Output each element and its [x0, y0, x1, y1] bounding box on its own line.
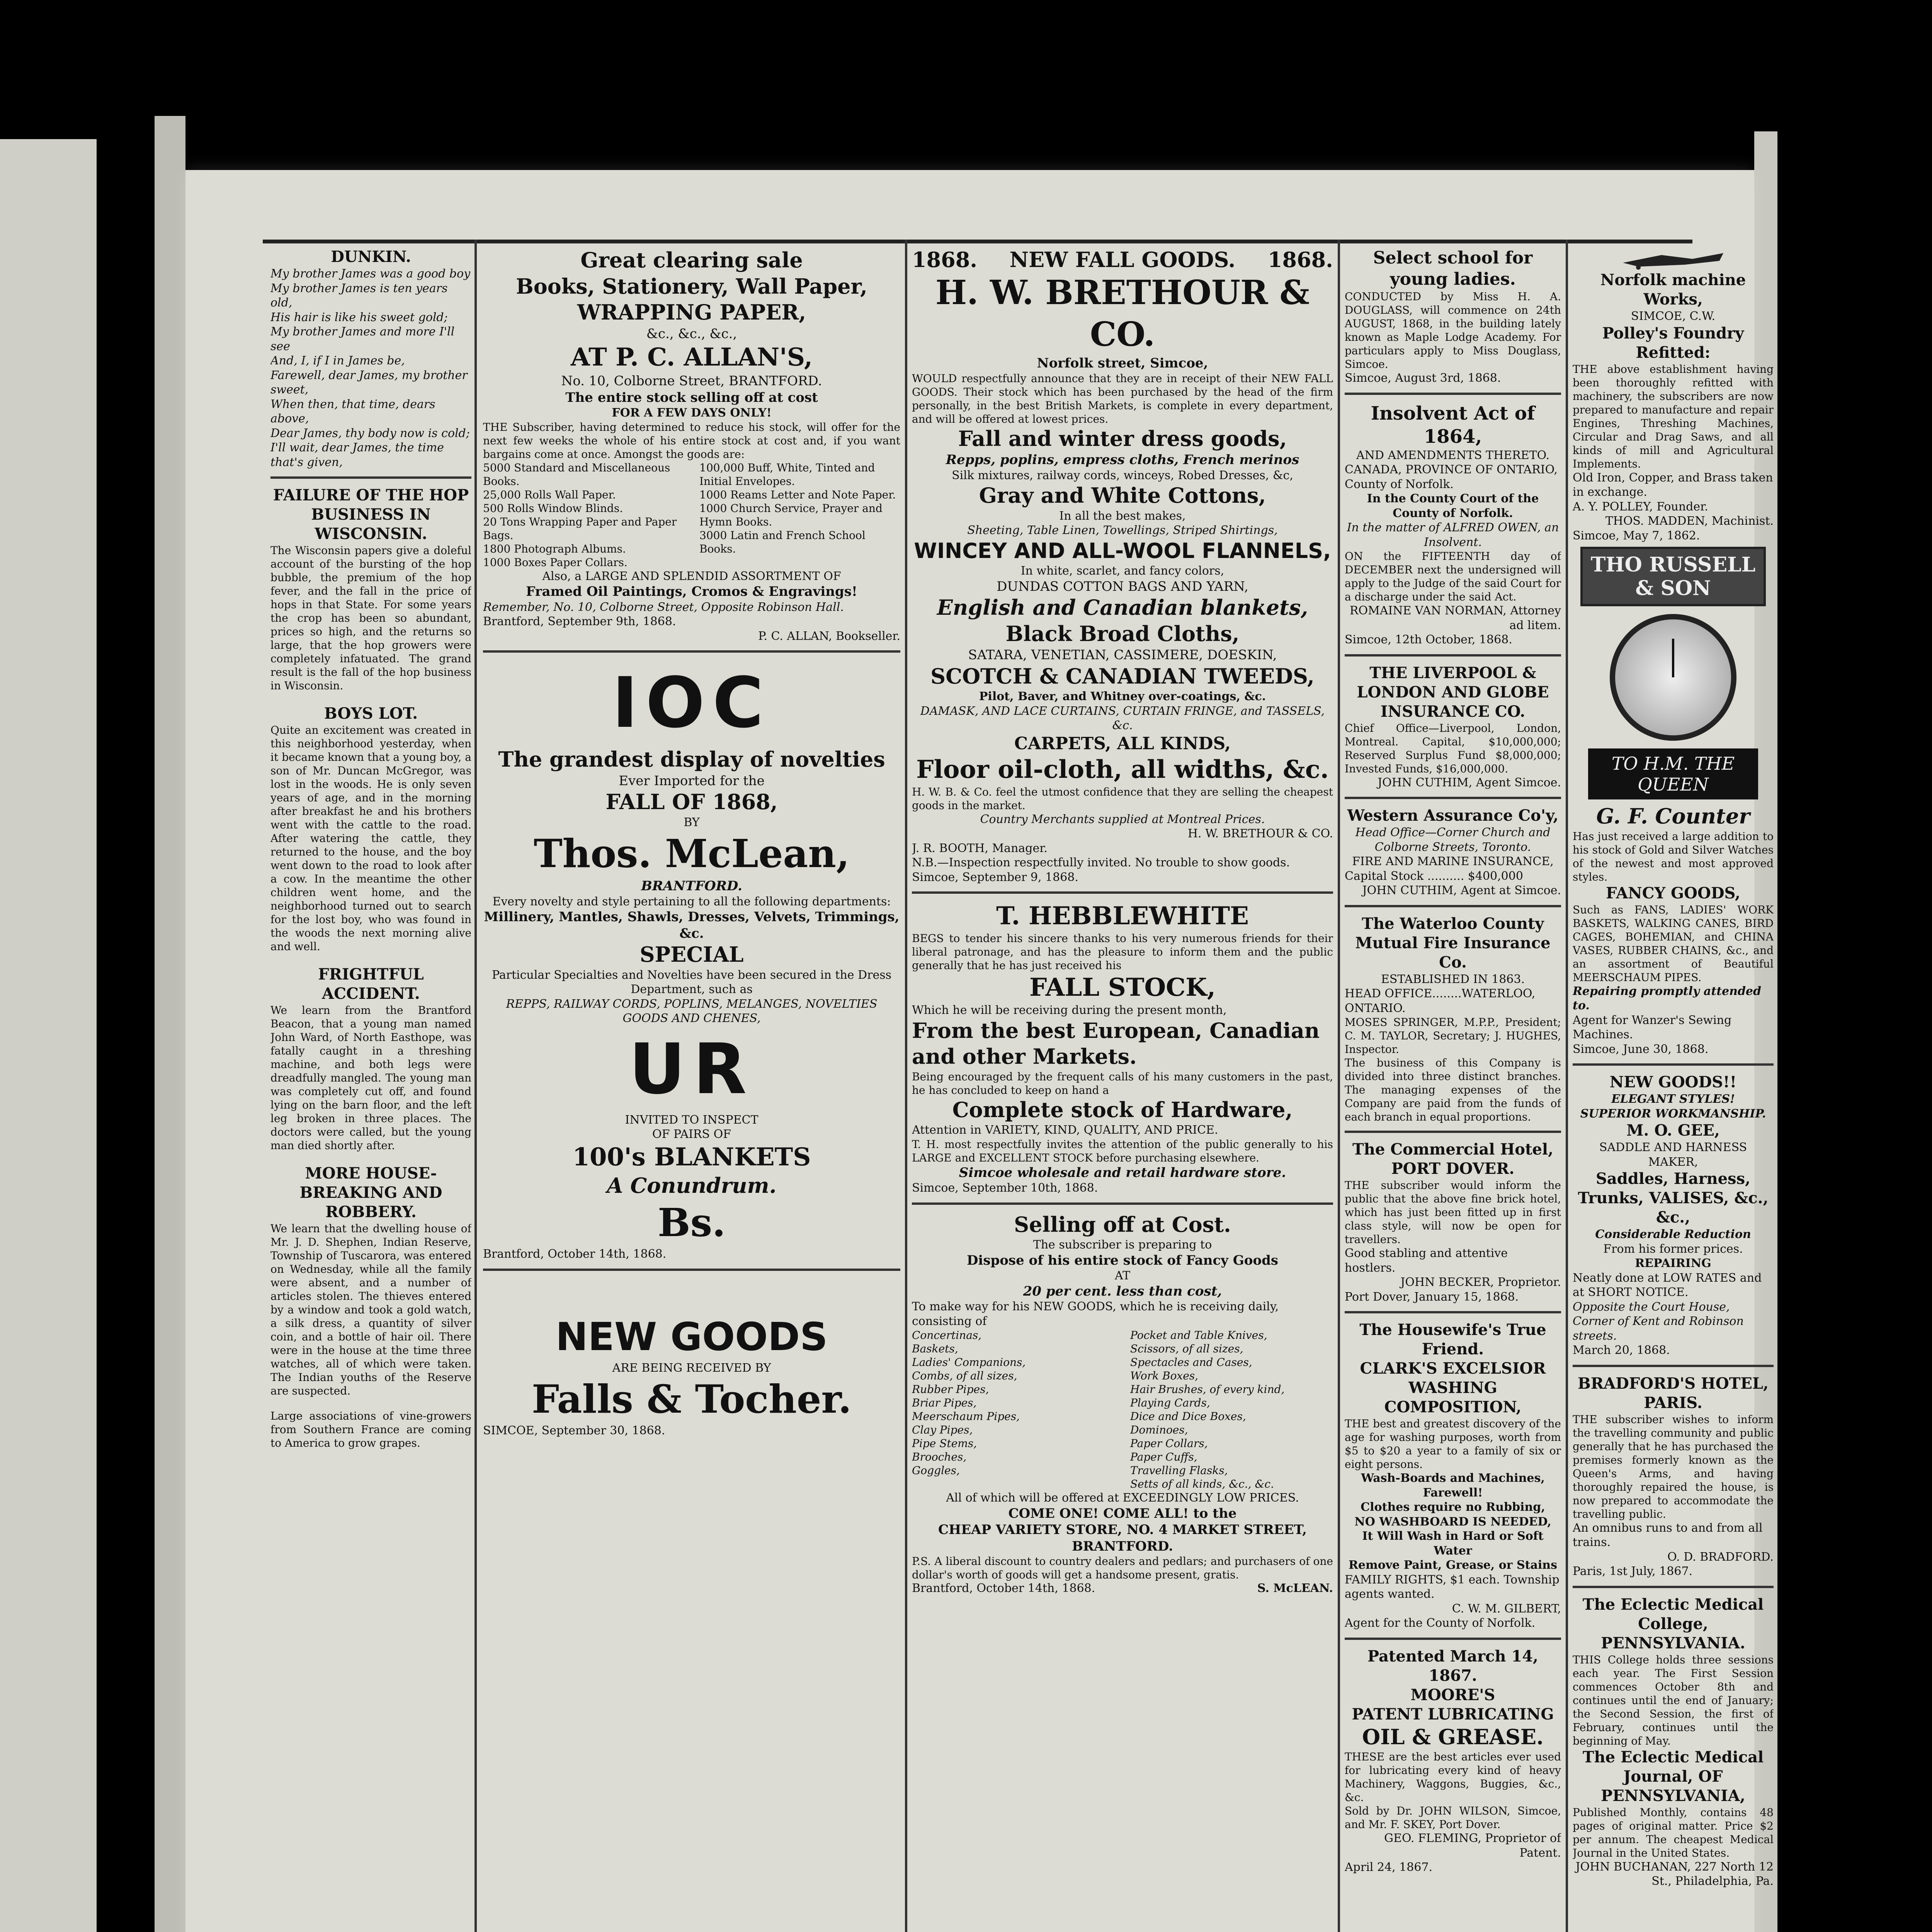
ad-text: INVITED TO INSPECT [625, 1113, 759, 1127]
ad-address: Norfolk street, Simcoe, [1037, 355, 1208, 371]
ad-headline: NEW GOODS!! [1609, 1073, 1737, 1091]
ad-body: Has just received a large addition to his stock of Gold and Silver Watches of the newest and most approved styles. [1573, 830, 1774, 883]
ad-text: SADDLE AND HARNESS MAKER, [1599, 1141, 1747, 1169]
list-item: Combs, of all sizes, [912, 1369, 1017, 1382]
ad-text: The entire stock selling off at cost [565, 389, 818, 405]
ad-text: Also, a LARGE AND SPLENDID ASSORTMENT OF [542, 569, 841, 583]
legal-text: AND AMENDMENTS THERETO. [1356, 448, 1549, 462]
ad-item-list [483, 461, 900, 569]
divider [912, 1202, 1333, 1205]
ad-headline: A Conundrum. [607, 1173, 777, 1198]
ad-text: &c., &c., &c., [646, 326, 737, 342]
list-item: Pocket and Table Knives, [1130, 1329, 1267, 1342]
page-binding-strip [155, 116, 185, 1932]
ad-year: 1868. [912, 247, 978, 272]
column-2 [483, 247, 900, 1438]
ad-text: FOR A FEW DAYS ONLY! [612, 406, 772, 420]
ad-body: P.S. A liberal discount to country dealers and pedlars; and purchasers of one dollar's worth of goods will get a handsome present, gratis. [912, 1555, 1333, 1581]
list-item: Paper Cuffs, [1130, 1451, 1197, 1463]
list-item: Ladies' Companions, [912, 1356, 1026, 1369]
list-item: Spectacles and Cases, [1130, 1356, 1252, 1369]
ad-signature: GEO. FLEMING, Proprietor of Patent. [1384, 1832, 1561, 1860]
newspaper-page [185, 170, 1774, 1932]
ad-date: Brantford, October 14th, 1868. [483, 1247, 667, 1261]
ad-text: Sheeting, Table Linen, Towellings, Striped Shirtings, [967, 524, 1278, 537]
ad-headline: Western Assurance Co'y, [1347, 806, 1559, 825]
ad-text: OF PAIRS OF [652, 1128, 731, 1141]
list-item: 3000 Latin and French School Books. [699, 529, 866, 555]
ad-body: Chief Office—Liverpool, London, Montreal. Capital, $10,000,000; Reserved Surplus Fund $8,000,000; Invested Funds, $16,000,000. [1345, 721, 1561, 775]
legal-text: In the matter of ALFRED OWEN, an Insolvent. [1347, 521, 1559, 549]
ad-text: Dispose of his entire stock of Fancy Goods [966, 1252, 1279, 1268]
ad-signature: JOHN BECKER, Proprietor. [1400, 1276, 1561, 1289]
list-item: Dominoes, [1130, 1423, 1188, 1436]
ad-text: Remove Paint, Grease, or Stains [1348, 1558, 1557, 1572]
poem-line: I'll wait, dear James, the time that's given, [270, 441, 444, 469]
ad-text: Agent for Wanzer's Sewing Machines. [1573, 1013, 1732, 1041]
ad-date: Simcoe, August 3rd, 1868. [1345, 371, 1501, 385]
article-body: The Wisconsin papers give a doleful account of the bursting of the hop bubble, the premium of the hop fever, and the fall in the price of hops in that State. For some years the crop has been so abundant, prices so high, and the returns so large, that the hop growers were completely infatuated. The grand result is the fall of the hop business in Wisconsin. [270, 544, 471, 692]
poem-line: My brother James is ten years old, [270, 281, 448, 310]
ad-headline: Selling off at Cost. [1014, 1212, 1231, 1237]
ad-text: BY [684, 815, 700, 829]
ad-subhead: The Eclectic Medical Journal, OF PENNSYLVANIA, [1582, 1748, 1764, 1805]
ad-text: N.B.—Inspection respectfully invited. No trouble to show goods. [912, 856, 1290, 869]
ad-text: ELEGANT STYLES! [1611, 1092, 1735, 1106]
ad-text: Particular Specialties and Novelties have been secured in the Dress Department, such as [492, 968, 891, 996]
list-item: 1800 Photograph Albums. [483, 542, 626, 555]
ad-text: SUPERIOR WORKMANSHIP. [1580, 1107, 1766, 1121]
ad-body: T. H. most respectfully invites the attention of the public generally to his LARGE and EXCELLENT STOCK before purchasing elsewhere. [912, 1138, 1333, 1164]
ad-text: Neatly done at LOW RATES and at SHORT NOTICE. [1573, 1271, 1762, 1299]
list-item: Briar Pipes, [912, 1396, 977, 1409]
ad-text: Good stabling and attentive hostlers. [1345, 1247, 1508, 1275]
ad-headline: NEW GOODS [555, 1314, 828, 1359]
ad-text: Wash-Boards and Machines, Farewell! [1361, 1471, 1545, 1500]
divider [912, 891, 1333, 894]
ad-subhead: FALL STOCK, [1029, 973, 1216, 1002]
ad-text: Country Merchants supplied at Montreal Prices. [980, 812, 1265, 826]
column-rule [1566, 240, 1568, 1932]
list-item: Pipe Stems, [912, 1437, 977, 1450]
ad-date: Port Dover, January 15, 1868. [1345, 1290, 1519, 1304]
ad-store-name: AT P. C. ALLAN'S, [570, 343, 813, 372]
ad-headline: The Commercial Hotel, PORT DOVER. [1352, 1140, 1554, 1178]
ad-text: An omnibus runs to and from all trains. [1573, 1521, 1763, 1549]
divider [1573, 1365, 1774, 1367]
fancy-goods-list [912, 1328, 1333, 1491]
ad-town: BRANTFORD. [641, 878, 742, 894]
poem-title: DUNKIN. [331, 248, 411, 266]
legal-text: CANADA, PROVINCE OF ONTARIO, County of Norfolk. [1345, 463, 1558, 491]
ad-body: The business of this Company is divided into three distinct branches. The managing expenses of the Company are paid from the funds of each branch in equal proportions. [1345, 1056, 1561, 1123]
ad-header-row [912, 247, 1333, 272]
article-title: MORE HOUSE-BREAKING AND ROBBERY. [299, 1164, 442, 1221]
ad-signature: JOHN CUTHIM, Agent at Simcoe. [1362, 884, 1561, 897]
legal-signature: ROMAINE VAN NORMAN, Attorney ad litem. [1349, 604, 1561, 632]
ad-text: Silk mixtures, railway cords, winceys, Robed Dresses, &c, [952, 468, 1293, 482]
list-item: 500 Rolls Window Blinds. [483, 502, 623, 515]
article-body: We learn from the Brantford Beacon, that a young man named John Ward, of North Easthope, was fatally caught in a threshing machine, and both legs were dreadfully mangled. The young man was completely cut off, and found lying on the barn floor, and the left leg broken in three places. The doctors were called, but the young man died shortly after. [270, 1004, 471, 1152]
ad-headline: The Housewife's True Friend. [1359, 1321, 1546, 1358]
ad-text: ARE BEING RECEIVED BY [612, 1361, 771, 1375]
ad-text: SATARA, VENETIAN, CASSIMERE, DOESKIN, [968, 647, 1277, 663]
list-item: Rubber Pipes, [912, 1383, 989, 1396]
ad-subhead: Gray and White Cottons, [979, 483, 1266, 508]
article-body: Quite an excitement was created in this neighborhood yesterday, when it became known that a young boy, a son of Mr. Duncan McGregor, was lost in the woods. He is only seven years of age, and in the morning after breakfast he and his brothers went with the cattle to the road. After watering the cattle, they returned to the house, and the boy went down to the road to look after a cow. In the meantime the other children went home, and the neighborhood turned out to search for the lost boy, who was found in the woods the next morning alive and well. [270, 724, 471, 953]
ad-merchant-name: G. F. Counter [1596, 804, 1750, 828]
list-item: Goggles, [912, 1464, 960, 1477]
divider [270, 476, 471, 479]
ad-text: J. R. BOOTH, Manager. [912, 841, 1048, 855]
list-item: 1000 Boxes Paper Collars. [483, 556, 628, 569]
column-3 [912, 247, 1333, 1595]
column-1 [270, 247, 471, 1450]
ad-merchant-name: Thos. McLean, [534, 831, 850, 876]
ad-signature: A. Y. POLLEY, Founder. [1573, 500, 1708, 514]
ad-merchant-name: H. W. BRETHOUR & CO. [935, 273, 1310, 354]
list-item: 5000 Standard and Miscellaneous Books. [483, 461, 670, 488]
ad-text: All of which will be offered at EXCEEDINGLY LOW PRICES. [946, 1491, 1299, 1505]
ad-headline: Select school for young ladies. [1373, 248, 1533, 289]
poem-line: My brother James and more I'll see [270, 325, 455, 353]
ad-text: Considerable Reduction [1595, 1228, 1751, 1241]
ad-text: From his former prices. [1603, 1242, 1743, 1256]
ad-text: Millinery, Mantles, Shawls, Dresses, Velvets, Trimmings, &c. [484, 909, 900, 941]
list-item: Travelling Flasks, [1130, 1464, 1228, 1477]
ad-date: Simcoe, May 7, 1862. [1573, 529, 1700, 543]
top-rule [263, 240, 1692, 243]
poem-line: His hair is like his sweet gold; [270, 310, 448, 324]
ad-body: THIS College holds three sessions each year. The First Session commences October 8th and continues until the end of January; the Second Session, the first of February, continues until the beginning of May. [1573, 1653, 1774, 1747]
ad-headline: Norfolk machine Works, [1600, 271, 1746, 308]
ad-text: REPPS, RAILWAY CORDS, POPLINS, MELANGES, NOVELTIES GOODS AND CHENES, [506, 997, 878, 1025]
ad-text: REPAIRING [1635, 1257, 1711, 1270]
ad-text: Head Office—Corner Church and Colborne Streets, Toronto. [1355, 826, 1551, 854]
divider [483, 1269, 900, 1271]
ad-display-letters: IOC [612, 663, 772, 743]
ad-headline: NEW FALL GOODS. [1009, 247, 1236, 272]
ad-body: Such as FANS, LADIES' WORK BASKETS, WALKING CANES, BIRD CAGES, BOHEMIAN, and CHINA VASES, RUBBER CHAINS, &c., and an assortment of Beautiful MEERSCHAUM PIPES. [1573, 903, 1774, 984]
legal-body: ON the FIFTEENTH day of DECEMBER next the undersigned will apply to the Judge of the said Court for a discharge under the said Act. [1345, 550, 1561, 603]
ad-address: No. 10, Colborne Street, BRANTFORD. [561, 373, 822, 389]
ad-body: THE above establishment having been thoroughly refitted with machinery, the subscribers are now prepared to manufacture and repair Engines, Threshing Machines, Circular and Drag Saws, and all kinds of mill and Agricultural Implements. [1573, 362, 1774, 470]
ad-headline: Great clearing sale [580, 248, 803, 272]
ad-merchant-name: M. O. GEE, [1626, 1121, 1720, 1139]
ad-headline: BRADFORD'S HOTEL, PARIS. [1578, 1374, 1769, 1412]
ad-subhead: SCOTCH & CANADIAN TWEEDS, [930, 663, 1315, 689]
ad-headline: THE LIVERPOOL & LONDON AND GLOBE INSURANCE CO. [1357, 663, 1549, 721]
ad-subhead: CLARK'S EXCELSIOR WASHING COMPOSITION, [1360, 1359, 1546, 1416]
list-item: Work Boxes, [1130, 1369, 1199, 1382]
list-item: 1000 Church Service, Prayer and Hymn Books. [699, 502, 883, 528]
ad-headline: The Eclectic Medical College, [1582, 1595, 1764, 1633]
ad-display-letters: Bs. [658, 1200, 726, 1245]
ad-body: THE subscriber wishes to inform the travelling community and public generally that he has purchased the premises formerly known as the Queen's Arms, and having thoroughly repaired the house, is now prepared to accommodate the travelling public. [1573, 1413, 1774, 1520]
list-item: Playing Cards, [1130, 1396, 1210, 1409]
ad-body: Published Monthly, contains 48 pages of original matter. Price $2 per annum. The cheapest Medical Journal in the United States. [1573, 1806, 1774, 1859]
ad-text: To make way for his NEW GOODS, which he is receiving daily, consisting of [912, 1300, 1279, 1328]
adjacent-page-left-edge [0, 139, 97, 1932]
divider [1345, 797, 1561, 799]
ad-text: Repps, poplins, empress cloths, French merinos [946, 452, 1299, 468]
ad-subhead: MOORE'S [1410, 1685, 1495, 1704]
ad-date: March 20, 1868. [1573, 1344, 1670, 1357]
news-brief: Large associations of vine-growers from Southern France are coming to America to grow grapes. [270, 1410, 471, 1449]
ad-signature: O. D. BRADFORD. [1667, 1550, 1774, 1564]
ad-year: 1868. [1267, 247, 1333, 272]
ad-text: Repairing promptly attended to. [1573, 984, 1761, 1012]
list-item: Concertinas, [912, 1329, 982, 1342]
ad-body: BEGS to tender his sincere thanks to his very numerous friends for their liberal patronage, and has the pleasure to inform them and the public generally that he has just received his [912, 932, 1333, 972]
divider [1345, 393, 1561, 395]
ad-text: FAMILY RIGHTS, $1 each. Township agents wanted. [1345, 1573, 1560, 1601]
ad-subhead: PENNSYLVANIA. [1601, 1634, 1745, 1652]
divider [1345, 1131, 1561, 1133]
ad-subhead: Fall and winter dress goods, [958, 426, 1287, 451]
ad-text: FIRE AND MARINE INSURANCE, [1352, 855, 1554, 868]
poem-line: Farewell, dear James, my brother sweet, [270, 368, 468, 396]
list-item: Dice and Dice Boxes, [1130, 1410, 1246, 1423]
list-item: Paper Collars, [1130, 1437, 1208, 1450]
article-title: BOYS LOT. [324, 704, 418, 723]
ad-body: THESE are the best articles ever used for lubricating every kind of heavy Machinery, Waggons, Buggies, &c., &c. [1345, 1750, 1561, 1804]
list-item: 1000 Reams Letter and Note Paper. [699, 488, 896, 501]
ad-subhead: Floor oil-cloth, all widths, &c. [916, 755, 1329, 784]
ad-text: The subscriber is preparing to [1033, 1238, 1212, 1252]
ad-text: Every novelty and style pertaining to all the following departments: [492, 895, 891, 908]
article-body: We learn that the dwelling house of Mr. J. D. Shephen, Indian Reserve, Township of Tuscarora, was entered on Wednesday, while all the family were absent, and a number of articles stolen. The thieves entered by a window and took a gold watch, a silk dress, a quantity of silver coin, and a bottle of hair oil. There were in the house at the time three watches, all of which were taken. The Indian youths of the Reserve are suspected. [270, 1222, 471, 1397]
list-item: Hair Brushes, of every kind, [1130, 1383, 1285, 1396]
poem-line: When then, that time, dears above, [270, 397, 435, 425]
ad-text: DAMASK, AND LACE CURTAINS, CURTAIN FRINGE, and TASSELS, &c. [920, 704, 1325, 732]
ad-body: THE best and greatest discovery of the age for washing purposes, worth from $5 to $20 a year to a family of six or eight persons. [1345, 1417, 1561, 1471]
article-title: FRIGHTFUL ACCIDENT. [318, 965, 424, 1003]
divider [1573, 1586, 1774, 1588]
royal-warrant-banner: TO H.M. THE QUEEN [1588, 748, 1758, 799]
ad-text: Pilot, Baver, and Whitney over-coatings, &c. [979, 690, 1266, 703]
ad-body: CONDUCTED by Miss H. A. DOUGLASS, will commence on 24th AUGUST, 1868, in the building lately known as Maple Lodge Academy. For particulars apply to Miss Douglass, Simcoe. [1345, 290, 1561, 371]
ad-text: CHEAP VARIETY STORE, NO. 4 MARKET STREET, BRANTFORD. [938, 1522, 1307, 1554]
ad-signature: JOHN BUCHANAN, 227 North 12 St., Philadelphia, Pa. [1575, 1860, 1774, 1888]
ad-subhead: Framed Oil Paintings, Cromos & Engravings! [526, 584, 857, 599]
ad-signature: P. C. ALLAN, Bookseller. [758, 629, 900, 643]
list-item: Setts of all kinds, &c., &c. [1130, 1478, 1274, 1490]
ad-signature: C. W. M. GILBERT, [1452, 1602, 1561, 1616]
ad-signature: H. W. BRETHOUR & CO. [1187, 827, 1333, 840]
ad-headline: Patented March 14, 1867. [1367, 1647, 1538, 1685]
ad-headline: The Waterloo County Mutual Fire Insurance Co. [1355, 914, 1551, 971]
ad-text: Opposite the Court House, Corner of Kent and Robinson streets. [1573, 1300, 1744, 1343]
divider [1573, 1063, 1774, 1066]
ad-subhead: Black Broad Cloths, [1005, 621, 1240, 646]
ad-subhead: WINCEY AND ALL-WOOL FLANNELS, [914, 538, 1331, 563]
ad-text: DUNDAS COTTON BAGS AND YARN, [997, 578, 1248, 594]
legal-text: In the County Court of the County of Norfolk. [1367, 492, 1539, 520]
poem-line: And, I, if I in James be, [270, 354, 405, 367]
divider [1345, 1638, 1561, 1640]
ad-text: Remember, No. 10, Colborne Street, Opposite Robinson Hall. [483, 600, 844, 614]
ad-text: In white, scarlet, and fancy colors, [1020, 564, 1225, 578]
ad-date: Brantford, October 14th, 1868. [912, 1582, 1095, 1595]
divider [1345, 1311, 1561, 1313]
ad-subhead: From the best European, Canadian and other Markets. [912, 1018, 1320, 1069]
ad-subhead: OIL & GREASE. [1362, 1724, 1544, 1749]
poem-line: My brother James was a good boy [270, 267, 471, 281]
divider [1345, 654, 1561, 656]
ad-signature: THOS. MADDEN, Machinist. [1605, 514, 1774, 528]
ad-subhead: PATENT LUBRICATING [1352, 1705, 1554, 1723]
ad-text: 20 per cent. less than cost, [1023, 1283, 1222, 1299]
ad-date: Simcoe, September 10th, 1868. [912, 1181, 1098, 1195]
ad-text: It Will Wash in Hard or Soft Water [1362, 1529, 1544, 1558]
list-item: 20 Tons Wrapping Paper and Paper Bags. [483, 515, 677, 542]
ad-date: Simcoe, September 9, 1868. [912, 870, 1078, 884]
ad-body: H. W. B. & Co. feel the utmost confidence that they are selling the cheapest goods in the market. [912, 785, 1333, 812]
ad-signature: S. McLEAN. [1257, 1582, 1333, 1595]
ad-text: In all the best makes, [1059, 509, 1186, 523]
ad-display-letters: UR [629, 1029, 755, 1110]
pocket-watch-icon [1610, 614, 1736, 741]
ad-text: Ever Imported for the [619, 773, 765, 789]
ad-signature: JOHN CUTHIM, Agent Simcoe. [1378, 776, 1561, 789]
ad-date: Paris, 1st July, 1867. [1573, 1565, 1693, 1578]
list-item: 25,000 Rolls Wall Paper. [483, 488, 616, 501]
column-rule [474, 240, 477, 1932]
ad-text: Simcoe wholesale and retail hardware store. [959, 1165, 1286, 1180]
legal-date: Simcoe, 12th October, 1868. [1345, 633, 1512, 646]
list-item: Baskets, [912, 1342, 958, 1355]
list-item: Scissors, of all sizes, [1130, 1342, 1243, 1355]
ad-subhead: Complete stock of Hardware, [952, 1097, 1293, 1122]
ad-merchant-name: T. HEBBLEWHITE [996, 901, 1249, 930]
ad-body: Sold by Dr. JOHN WILSON, Simcoe, and Mr. F. SKEY, Port Dover. [1345, 1804, 1561, 1831]
ad-date: SIMCOE, September 30, 1868. [483, 1424, 665, 1437]
ad-date: April 24, 1867. [1345, 1861, 1433, 1874]
ad-date: Simcoe, June 30, 1868. [1573, 1042, 1709, 1056]
ad-body: MOSES SPRINGER, M.P.P., President; C. M. TAYLOR, Secretary; J. HUGHES, Inspector. [1345, 1016, 1561, 1056]
ad-text: Which he will be receiving during the present month, [912, 1003, 1227, 1017]
ad-subhead: English and Canadian blankets, [937, 595, 1308, 620]
ad-subhead: Polley's Foundry Refitted: [1602, 324, 1744, 362]
ad-text: AT [1114, 1269, 1131, 1282]
ad-text: SIMCOE, C.W. [1631, 310, 1716, 323]
ad-subhead: CARPETS, ALL KINDS, [1014, 733, 1231, 753]
ad-body: THE subscriber would inform the public that the above fine brick hotel, which has just been fitted up in first class style, will now be open for travellers. [1345, 1179, 1561, 1246]
ad-text: COME ONE! COME ALL! to the [1008, 1505, 1237, 1521]
divider [1345, 905, 1561, 907]
ad-merchant-name: Falls & Tocher. [532, 1376, 852, 1422]
russell-logo: THO RUSSELL & SON [1580, 547, 1766, 606]
ad-text: ESTABLISHED IN 1863. [1381, 972, 1525, 986]
ad-text: HEAD OFFICE........WATERLOO, ONTARIO. [1345, 987, 1536, 1015]
ad-text: NO WASHBOARD IS NEEDED, [1354, 1515, 1551, 1529]
ad-subhead: FALL OF 1868, [605, 789, 778, 814]
column-rule [905, 240, 907, 1932]
ad-headline: The grandest display of novelties [498, 747, 885, 772]
list-item: Meerschaum Pipes, [912, 1410, 1020, 1423]
ad-text: Old Iron, Copper, and Brass taken in exchange. [1573, 471, 1773, 499]
column-4 [1345, 247, 1561, 1875]
poem-line: Dear James, thy body now is cold; [270, 426, 470, 440]
legal-headline: Insolvent Act of 1864, [1371, 402, 1535, 447]
ad-subhead: SPECIAL [639, 942, 744, 967]
ad-footer-row [912, 1582, 1333, 1595]
column-5 [1573, 247, 1774, 1889]
ad-subhead: Saddles, Harness, Trunks, VALISES, &c., &c., [1578, 1170, 1769, 1226]
ad-subhead: WRAPPING PAPER, [577, 300, 806, 325]
ad-body: Being encouraged by the frequent calls of his many customers in the past, he has concluded to keep on hand a [912, 1070, 1333, 1097]
ad-body: WOULD respectfully announce that they are in receipt of their NEW FALL GOODS. Their stock which has been purchased by the head of the firm personally, in the best British Markets, is complete in every department, and will be offered at lowest prices. [912, 372, 1333, 425]
poem-lines [270, 267, 471, 469]
ad-body: THE Subscriber, having determined to reduce his stock, will offer for the next few weeks the whole of his entire stock at cost and, if you want bargains come at once. Amongst the goods are: [483, 420, 900, 461]
article-title: FAILURE OF THE HOP BUSINESS IN WISCONSIN. [273, 486, 469, 543]
plow-icon [1615, 247, 1731, 270]
ad-subhead: 100's BLANKETS [572, 1142, 811, 1172]
ad-text: Agent for the County of Norfolk. [1345, 1616, 1536, 1630]
list-item: 100,000 Buff, White, Tinted and Initial Envelopes. [699, 461, 875, 488]
ad-subhead: Books, Stationery, Wall Paper, [516, 274, 867, 299]
list-item: Brooches, [912, 1451, 967, 1463]
list-item: Clay Pipes, [912, 1423, 973, 1436]
ad-text: Attention in VARIETY, KIND, QUALITY, AND PRICE. [912, 1123, 1218, 1137]
column-rule [1338, 240, 1340, 1932]
ad-subhead: FANCY GOODS, [1606, 884, 1740, 902]
ad-text: Capital Stock .......... $400,000 [1345, 869, 1523, 883]
ad-date: Brantford, September 9th, 1868. [483, 615, 676, 628]
divider [483, 650, 900, 653]
ad-text: Clothes require no Rubbing, [1361, 1500, 1545, 1514]
